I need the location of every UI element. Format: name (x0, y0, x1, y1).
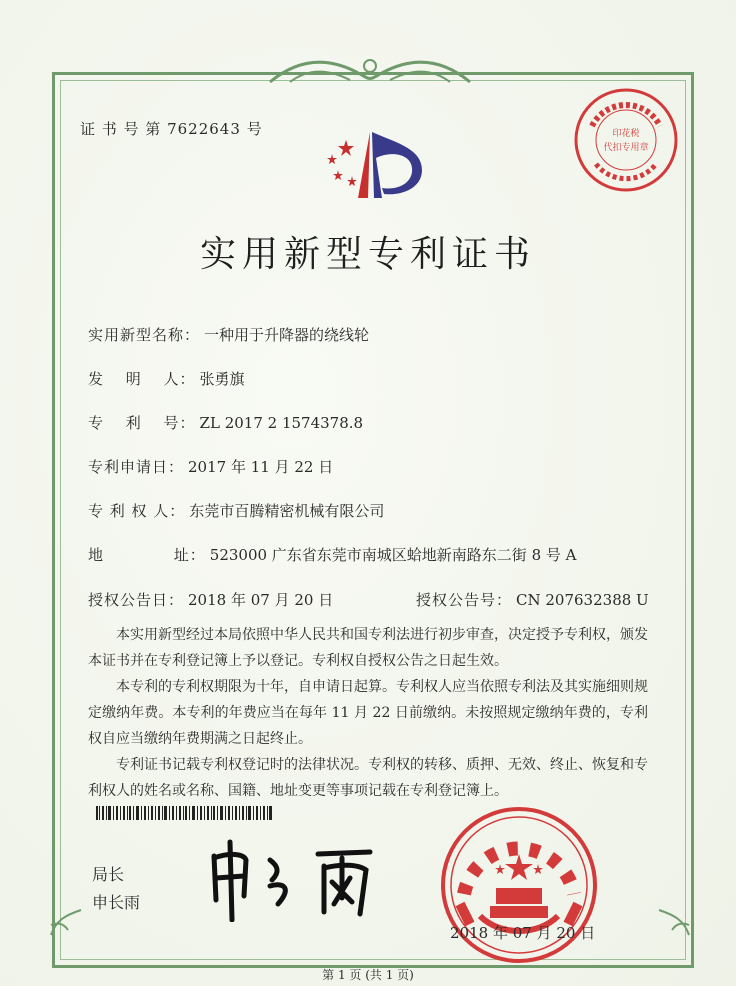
corner-ornament-icon (654, 900, 694, 940)
cnipa-logo-icon (312, 128, 432, 208)
tax-stamp-seal (572, 86, 680, 194)
certificate-title: 实用新型专利证书 (199, 234, 536, 275)
field-announcement-date (88, 589, 333, 610)
field-label: 专 利 号： (88, 414, 196, 432)
field-label: 专利申请日： (88, 458, 185, 476)
field-value: 2018 年 07 月 20 日 (188, 591, 334, 609)
body-paragraph: 本专利的专利权期限为十年，自申请日起算。专利权人应当依照专利法及其实施细则规定缴纳年费。本专利的年费应当在每年 11 月 22 日前缴纳。未按照规定缴纳年费的，专利权自应当缴纳年费期满之日起终止。 (88, 679, 648, 747)
top-ornament (260, 52, 480, 92)
field-value: 张勇旗 (199, 370, 245, 388)
field-label: 授权公告号： (416, 591, 513, 609)
svg-text:代扣专用章: 代扣专用章 (603, 143, 649, 153)
director-title: 局长 (92, 865, 125, 884)
field-value: 东莞市百腾精密机械有限公司 (189, 502, 385, 520)
field-value: 523000 广东省东莞市南城区蛤地新南路东二街 8 号 A (209, 546, 577, 564)
field-utility-model-name (88, 324, 369, 345)
field-label: 实用新型名称： (88, 326, 201, 344)
body-paragraph: 专利证书记载专利权登记时的法律状况。专利权的转移、质押、无效、终止、恢复和专利权人的姓名或名称、国籍、地址变更等事项记载在专利登记簿上。 (88, 757, 648, 799)
field-announcement-number (416, 589, 649, 610)
field-value: 2017 年 11 月 22 日 (188, 458, 334, 476)
field-address (88, 544, 577, 565)
signature-image (200, 838, 380, 922)
field-patentee (88, 500, 384, 521)
field-label: 地 址： (88, 546, 206, 564)
certificate-number-suffix: 号 (246, 120, 263, 138)
body-paragraph: 本实用新型经过本局依照中华人民共和国专利法进行初步审查，决定授予专利权，颁发本证书并在专利登记簿上予以登记。专利权自授权公告之日起生效。 (88, 627, 648, 669)
field-patent-number (88, 412, 363, 433)
field-value: 一种用于升降器的绕线轮 (204, 326, 370, 344)
certificate-body (88, 622, 648, 804)
corner-ornament-icon (46, 900, 86, 940)
certificate-number-value: 7622643 (167, 120, 241, 138)
seal-date: 2018 年 07 月 20 日 (450, 924, 596, 942)
certificate-number-label: 证 书 号 第 (80, 120, 162, 138)
director-name: 申长雨 (92, 893, 141, 912)
page-footer: 第 1 页 (共 1 页) (322, 968, 414, 982)
field-label: 发 明 人： (88, 370, 196, 388)
field-value: ZL 2017 2 1574378.8 (199, 414, 364, 432)
field-application-date (88, 456, 333, 477)
barcode (96, 806, 272, 820)
field-inventor (88, 368, 245, 389)
field-label: 授权公告日： (88, 591, 185, 609)
svg-text:印花税: 印花税 (612, 129, 640, 139)
certificate-number (80, 118, 263, 139)
field-label: 专 利 权 人： (88, 502, 186, 520)
field-value: CN 207632388 U (516, 591, 649, 609)
